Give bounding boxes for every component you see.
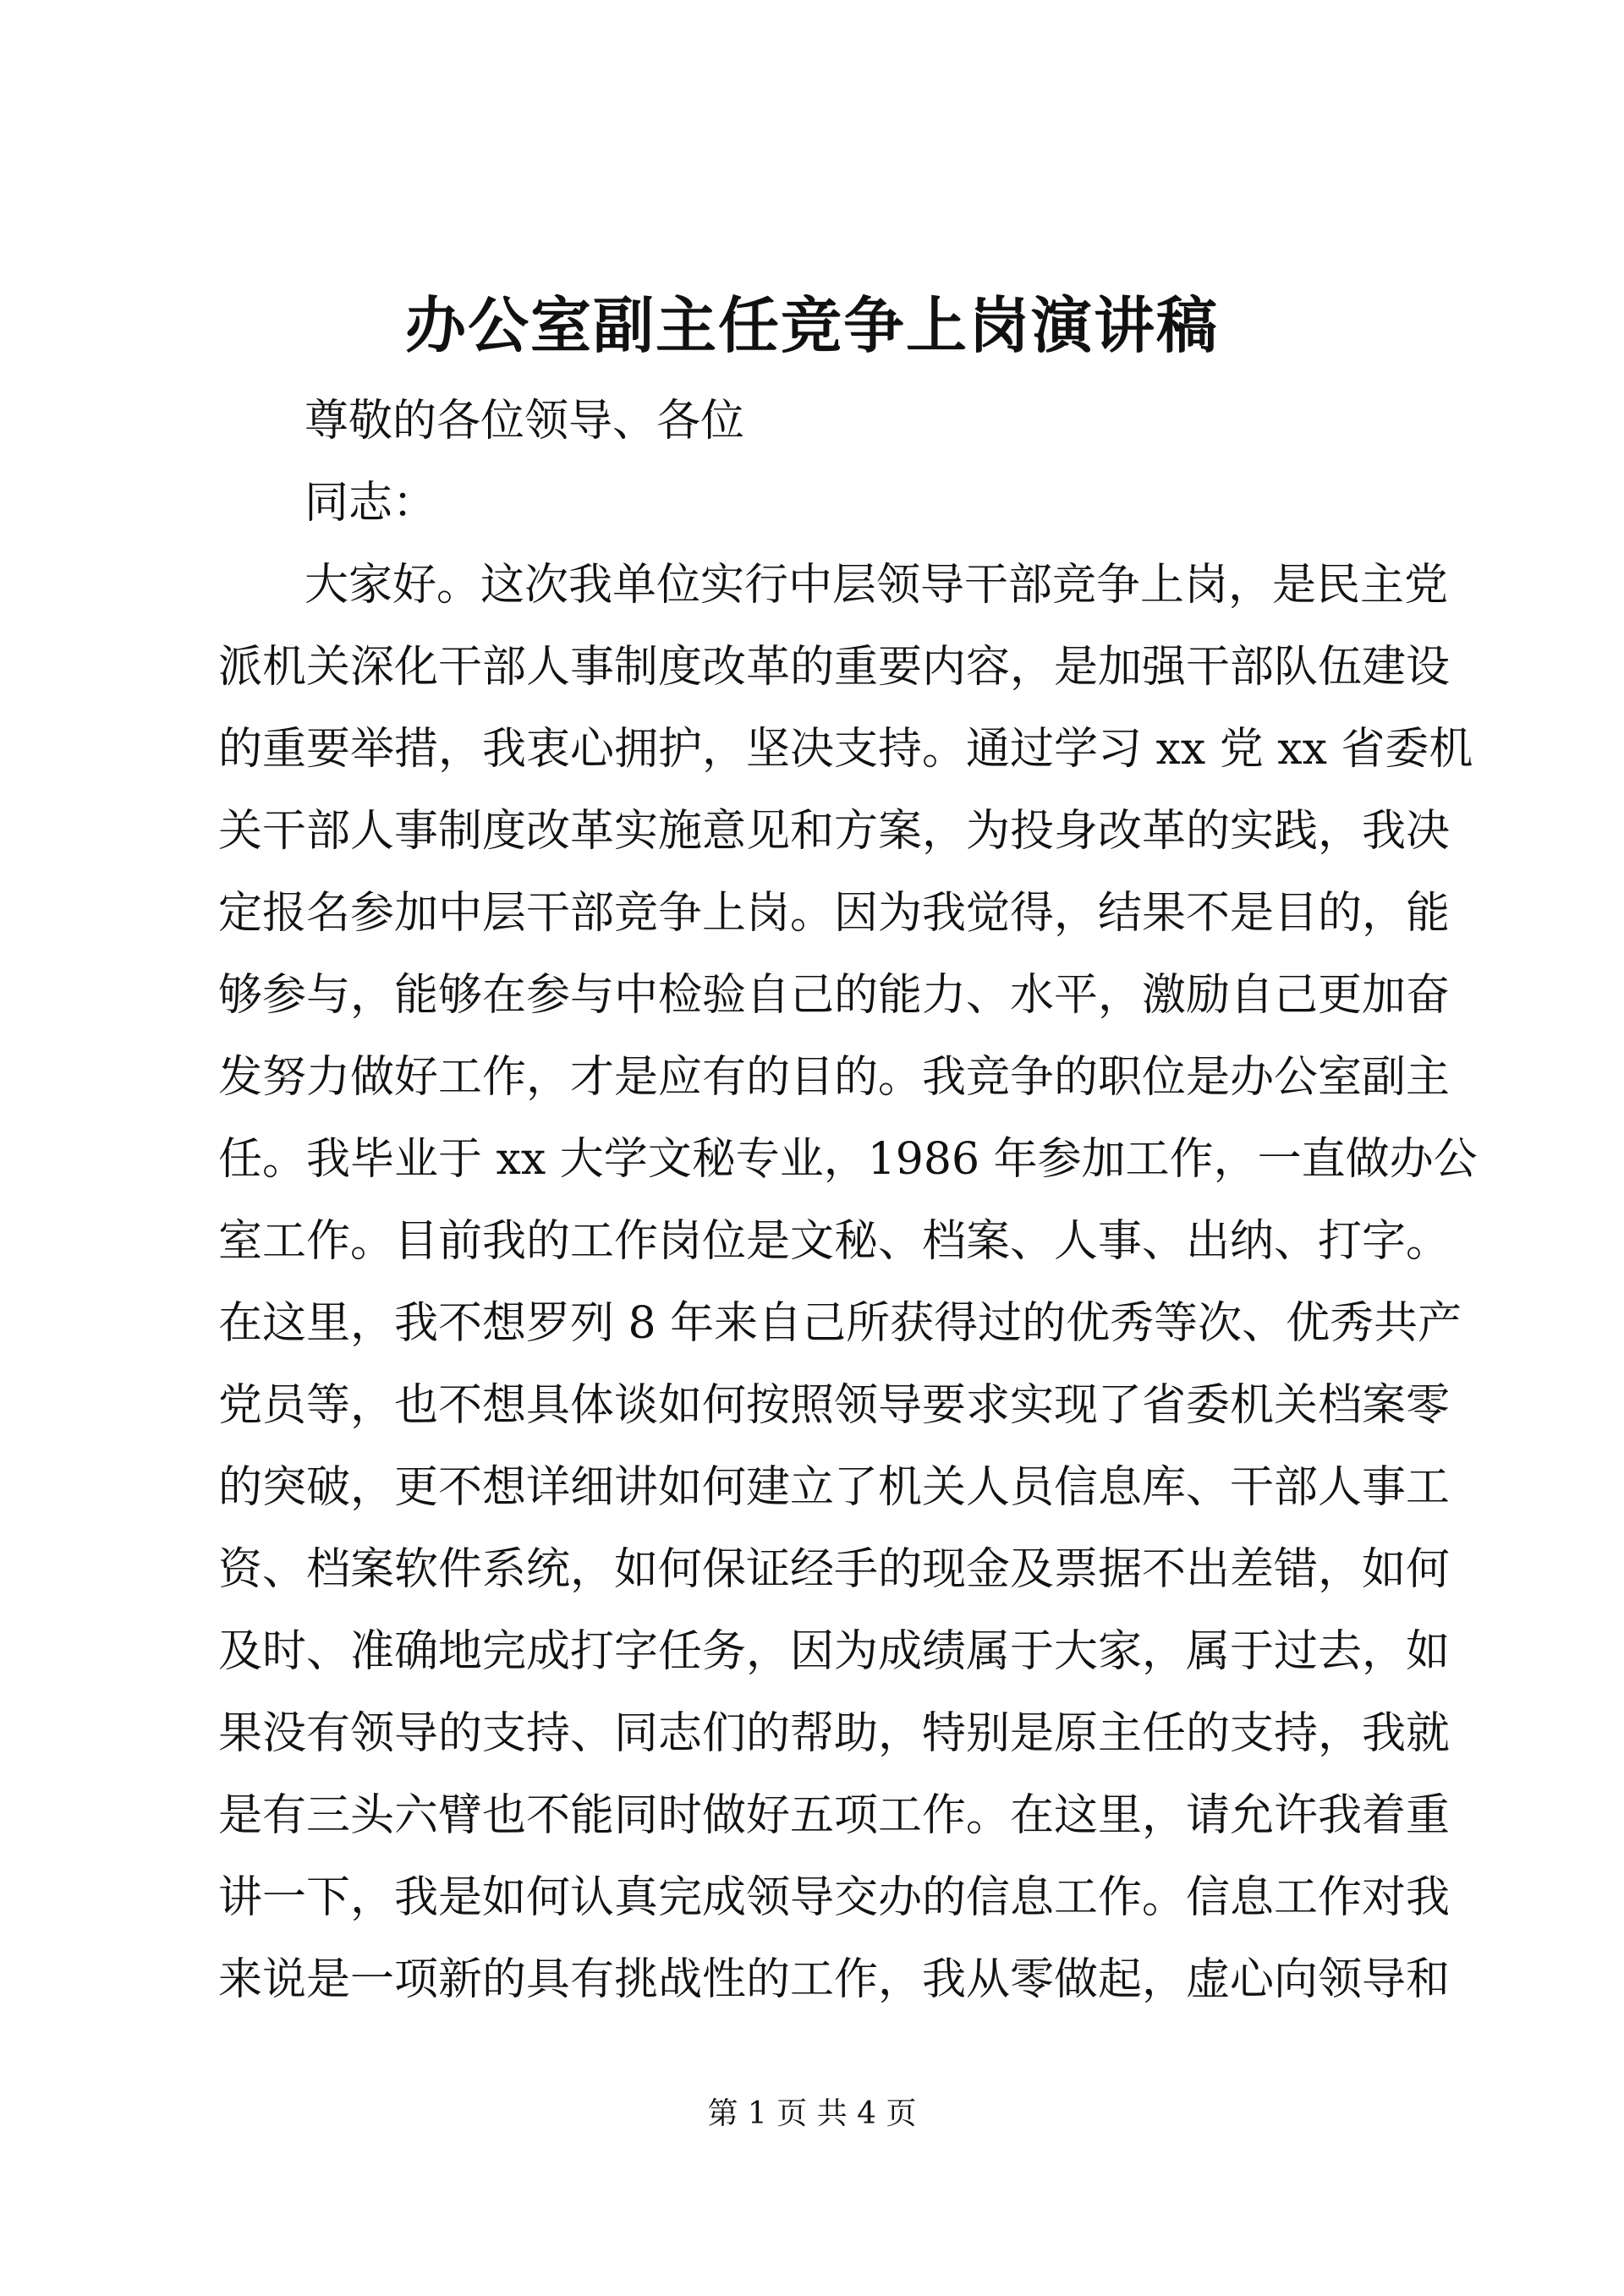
document-body	[218, 381, 1478, 2021]
paragraph-line: 资、档案软件系统，如何保证经手的现金及票据不出差错，如何	[218, 1544, 1451, 1595]
paragraph-line: 室工作。目前我的工作岗位是文秘、档案、人事、出纳、打字。	[218, 1216, 1451, 1267]
paragraph-line: 及时、准确地完成打字任务，因为成绩属于大家，属于过去，如	[218, 1626, 1451, 1677]
paragraph-line: 定报名参加中层干部竞争上岗。因为我觉得，结果不是目的，能	[218, 888, 1451, 939]
paragraph-line: 讲一下，我是如何认真完成领导交办的信息工作。信息工作对我	[218, 1872, 1451, 1923]
paragraph-line: 是有三头六臂也不能同时做好五项工作。在这里，请允许我着重	[218, 1790, 1451, 1841]
paragraph-line: 的重要举措，我衷心拥护，坚决支持。通过学习 xx 党 xx 省委机	[218, 724, 1473, 775]
paragraph-line: 任。我毕业于 xx 大学文秘专业，1986 年参加工作，一直做办公	[218, 1134, 1478, 1185]
page-footer: 第 1 页 共 4 页	[707, 2096, 917, 2131]
paragraph-line: 大家好。这次我单位实行中层领导干部竞争上岗，是民主党	[304, 560, 1449, 611]
paragraph-line: 来说是一项新的具有挑战性的工作，我从零做起，虚心向领导和	[218, 1954, 1451, 2005]
paragraph-line: 发努力做好工作，才是应有的目的。我竞争的职位是办公室副主	[218, 1052, 1451, 1103]
paragraph-line: 派机关深化干部人事制度改革的重要内容，是加强干部队伍建设	[218, 642, 1451, 693]
salutation-line: 同志：	[304, 478, 437, 529]
salutation-line: 尊敬的各位领导、各位	[304, 396, 745, 447]
paragraph-line: 党员等，也不想具体谈如何按照领导要求实现了省委机关档案零	[218, 1380, 1451, 1431]
document-title: 办公室副主任竞争上岗演讲稿	[404, 289, 1219, 361]
paragraph-line: 关干部人事制度改革实施意见和方案，为投身改革的实践，我决	[218, 806, 1451, 857]
paragraph-line: 在这里，我不想罗列 8 年来自己所获得过的优秀等次、优秀共产	[218, 1298, 1462, 1349]
paragraph-line: 果没有领导的支持、同志们的帮助，特别是原主任的支持，我就	[218, 1708, 1451, 1759]
paragraph-line: 的突破，更不想详细讲如何建立了机关人员信息库、干部人事工	[218, 1462, 1451, 1513]
paragraph-line: 够参与，能够在参与中检验自己的能力、水平，激励自己更加奋	[218, 970, 1451, 1021]
